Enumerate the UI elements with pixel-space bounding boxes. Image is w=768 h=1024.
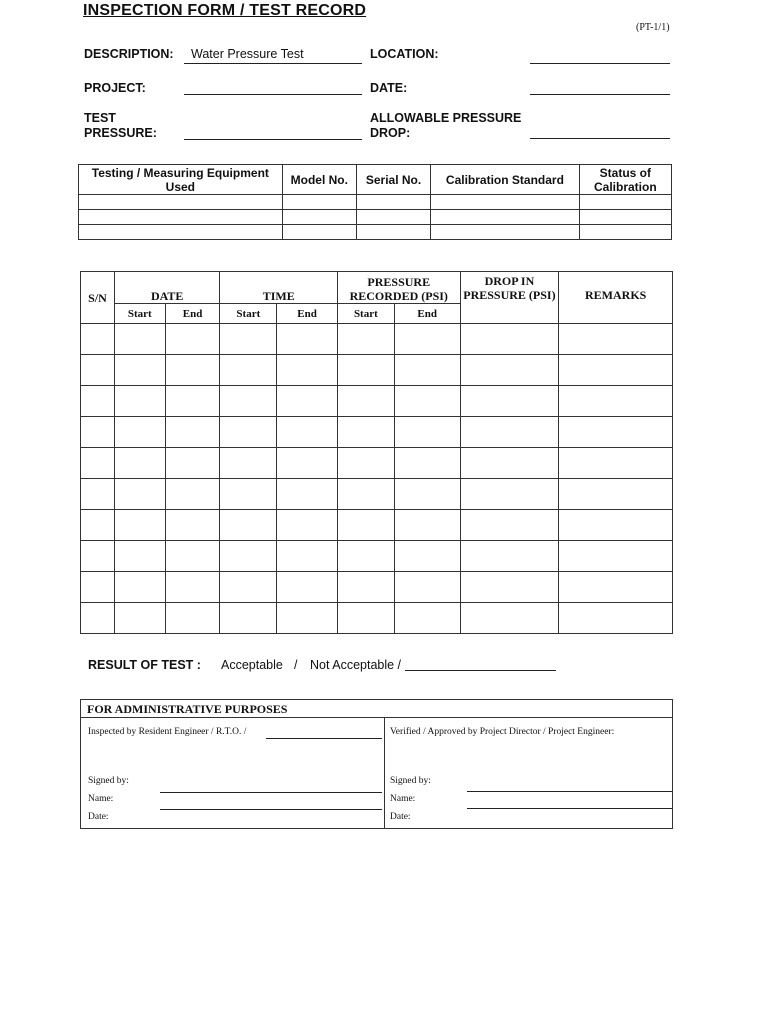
result-acceptable-option[interactable]: Acceptable bbox=[221, 658, 283, 672]
result-separator: / bbox=[294, 658, 298, 672]
pressure-row[interactable] bbox=[81, 448, 673, 479]
left-signed-by-field[interactable] bbox=[160, 792, 382, 793]
right-signed-by-label: Signed by: bbox=[390, 776, 431, 786]
test-pressure-label-2: PRESSURE: bbox=[84, 126, 157, 140]
result-label: RESULT OF TEST : bbox=[88, 658, 201, 672]
time-header: TIME bbox=[220, 272, 337, 304]
location-field[interactable] bbox=[530, 63, 670, 64]
pressure-row[interactable] bbox=[81, 479, 673, 510]
date-start-header: Start bbox=[114, 304, 165, 324]
admin-section bbox=[80, 699, 673, 829]
calibration-standard-header: Calibration Standard bbox=[431, 165, 580, 195]
right-name-field[interactable] bbox=[467, 808, 672, 809]
left-date-label: Date: bbox=[88, 812, 109, 822]
pressure-row[interactable] bbox=[81, 603, 673, 634]
pressure-end-header: End bbox=[394, 304, 460, 324]
equipment-row[interactable] bbox=[79, 195, 672, 210]
model-header: Model No. bbox=[282, 165, 356, 195]
allowable-label-2: DROP: bbox=[370, 126, 411, 140]
date-field[interactable] bbox=[530, 94, 670, 95]
pressure-record-table bbox=[80, 271, 673, 634]
pressure-recorded-header: PRESSURE RECORDED (PSI) bbox=[337, 272, 460, 304]
allowable-label-1: ALLOWABLE PRESSURE bbox=[370, 111, 522, 125]
left-signed-by-label: Signed by: bbox=[88, 776, 129, 786]
pressure-header-row bbox=[81, 272, 673, 304]
date-header: DATE bbox=[114, 272, 220, 304]
pressure-row[interactable] bbox=[81, 386, 673, 417]
sn-header: S/N bbox=[81, 272, 115, 324]
test-pressure-label-1: TEST bbox=[84, 111, 116, 125]
right-name-label: Name: bbox=[390, 794, 416, 804]
pressure-start-header: Start bbox=[337, 304, 394, 324]
pressure-row[interactable] bbox=[81, 417, 673, 448]
verified-by-label: Verified / Approved by Project Director / Project Engineer: bbox=[390, 727, 615, 737]
equipment-header-row bbox=[79, 165, 672, 195]
result-not-acceptable-option[interactable]: Not Acceptable / bbox=[310, 658, 402, 672]
calibration-status-header: Status of Calibration bbox=[579, 165, 671, 195]
time-start-header: Start bbox=[220, 304, 277, 324]
description-label: DESCRIPTION: bbox=[84, 47, 174, 61]
location-label: LOCATION: bbox=[370, 47, 439, 61]
description-line bbox=[184, 63, 362, 64]
admin-divider bbox=[384, 718, 385, 828]
equipment-table bbox=[78, 164, 672, 240]
project-label: PROJECT: bbox=[84, 81, 146, 95]
left-name-label: Name: bbox=[88, 794, 114, 804]
right-date-label: Date: bbox=[390, 812, 411, 822]
left-name-field[interactable] bbox=[160, 809, 382, 810]
date-label: DATE: bbox=[370, 81, 408, 95]
admin-heading: FOR ADMINISTRATIVE PURPOSES bbox=[81, 700, 672, 718]
description-value[interactable]: Water Pressure Test bbox=[191, 47, 304, 61]
equipment-header: Testing / Measuring Equipment Used bbox=[79, 165, 283, 195]
equipment-row[interactable] bbox=[79, 210, 672, 225]
right-signed-by-field[interactable] bbox=[467, 791, 672, 792]
test-pressure-field[interactable] bbox=[184, 139, 362, 140]
pressure-row[interactable] bbox=[81, 355, 673, 386]
form-title: INSPECTION FORM / TEST RECORD bbox=[83, 2, 367, 19]
remarks-header: REMARKS bbox=[559, 272, 673, 324]
time-end-header: End bbox=[277, 304, 338, 324]
serial-header: Serial No. bbox=[356, 165, 430, 195]
inspected-by-field[interactable] bbox=[266, 738, 382, 739]
inspected-by-label: Inspected by Resident Engineer / R.T.O. / bbox=[88, 727, 247, 737]
pressure-row[interactable] bbox=[81, 572, 673, 603]
pressure-row[interactable] bbox=[81, 324, 673, 355]
drop-in-pressure-header: DROP IN PRESSURE (PSI) bbox=[460, 272, 559, 324]
pressure-row[interactable] bbox=[81, 510, 673, 541]
date-end-header: End bbox=[165, 304, 220, 324]
form-code: (PT-1/1) bbox=[636, 22, 670, 33]
result-other-field[interactable] bbox=[405, 670, 556, 671]
allowable-drop-field[interactable] bbox=[530, 138, 670, 139]
pressure-row[interactable] bbox=[81, 541, 673, 572]
equipment-row[interactable] bbox=[79, 225, 672, 240]
project-field[interactable] bbox=[184, 94, 362, 95]
